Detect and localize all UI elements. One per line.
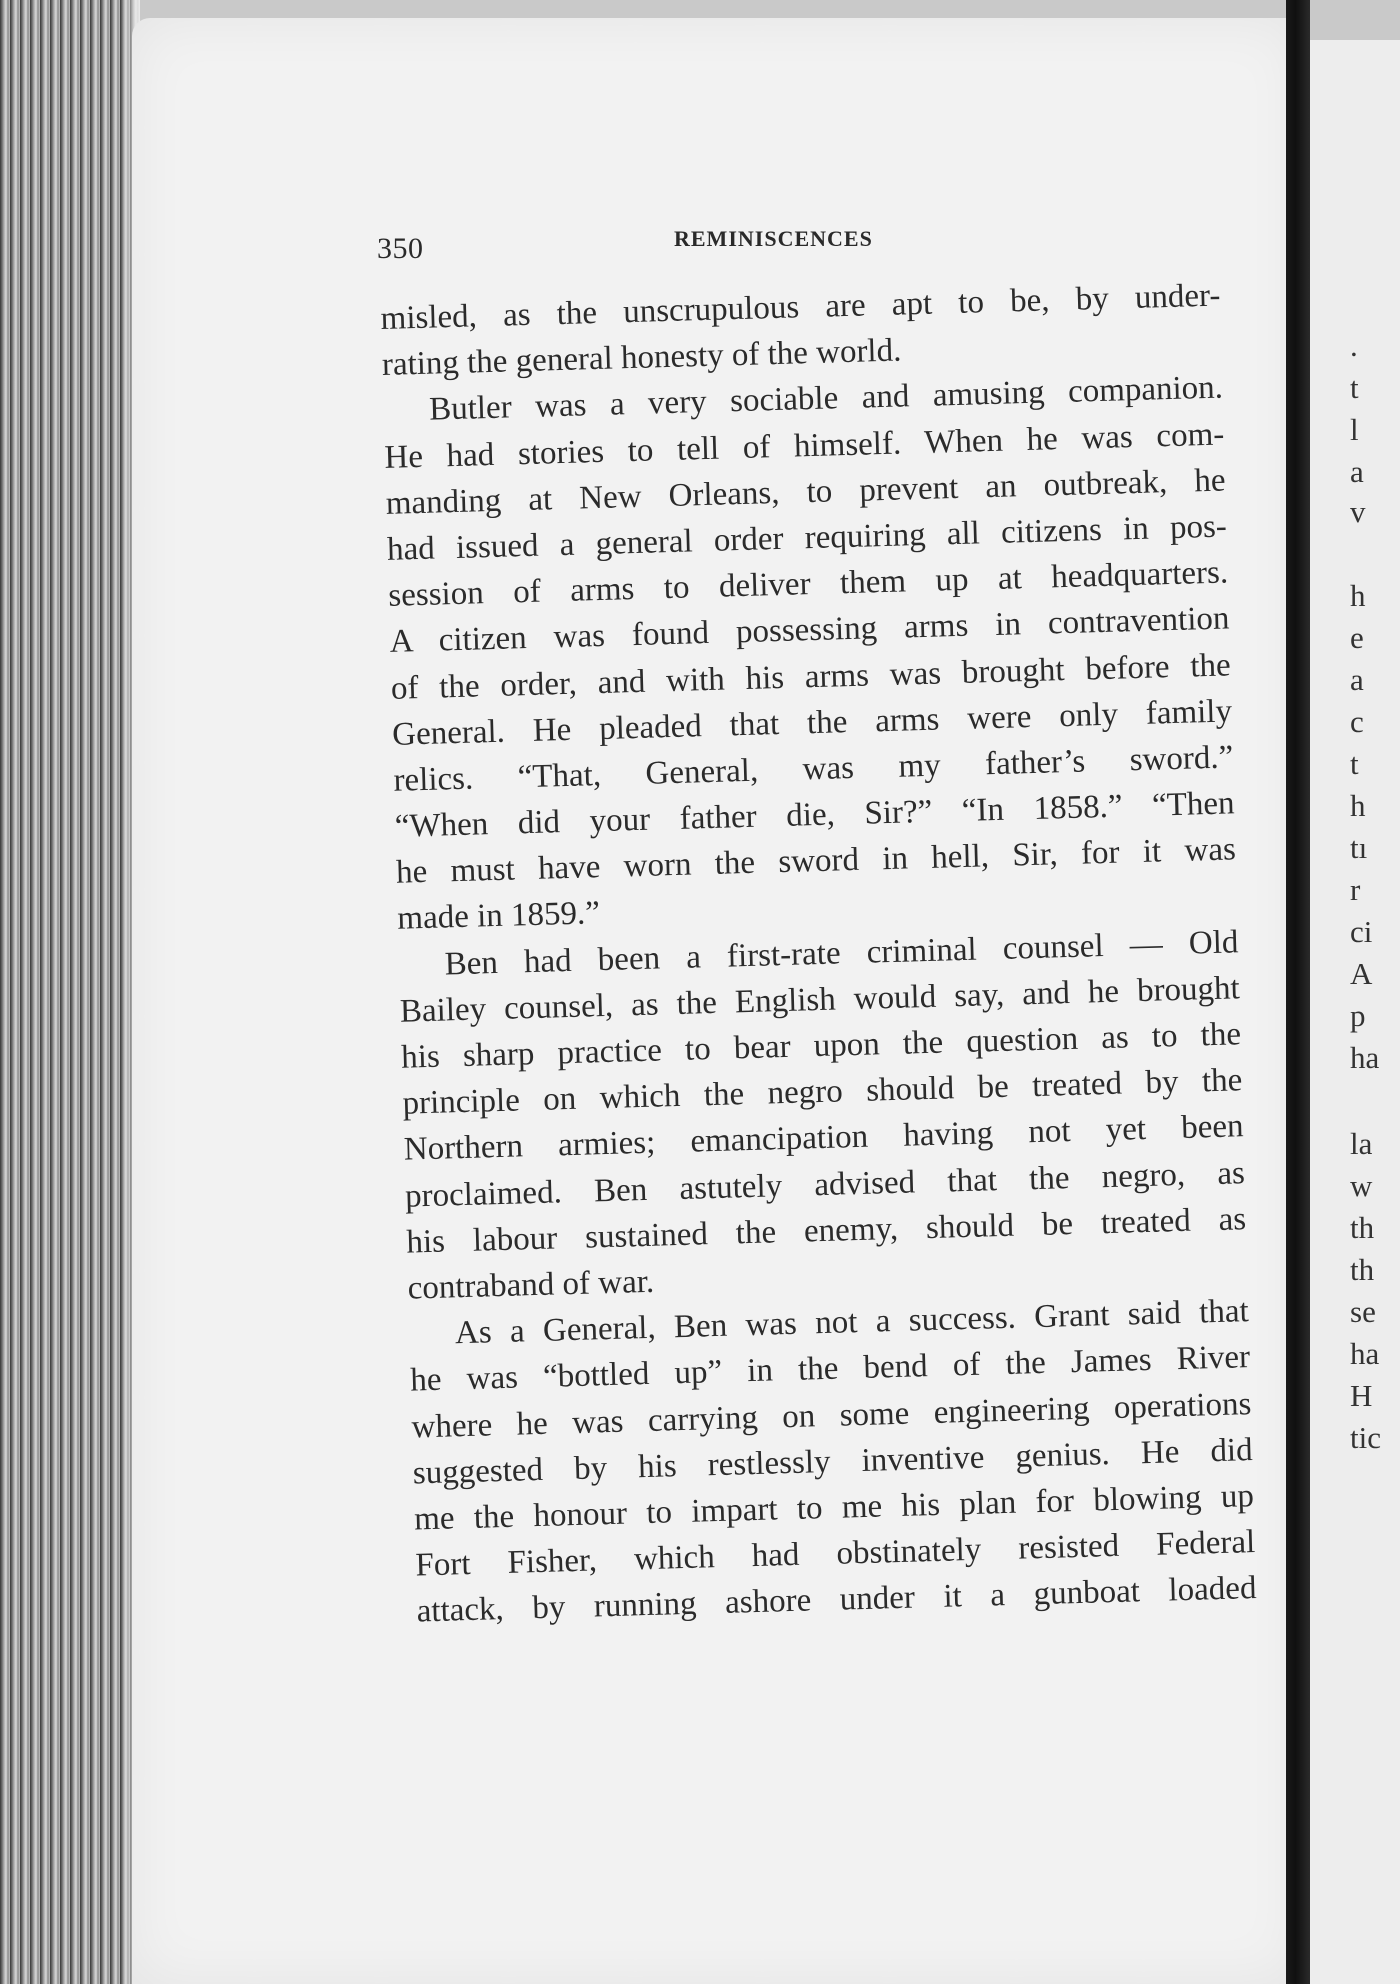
text-line: rating the general honesty of the world. <box>381 332 902 384</box>
text-line: manding at New Orleans, to prevent an outbreak, he <box>385 462 1226 522</box>
facing-page-text: tı <box>1350 830 1368 865</box>
facing-page-text: ha <box>1350 1040 1380 1075</box>
text-line: “When did your father die, Sir?” “In 1858.” “Then <box>394 785 1236 845</box>
text-line: his labour sustained the enemy, should be treated as <box>405 1200 1247 1261</box>
running-head: REMINISCENCES <box>674 226 873 251</box>
text-line: General. He pleaded that the arms were only family <box>391 693 1233 753</box>
body-text <box>380 273 1257 1635</box>
text-line: made in 1859.” <box>396 895 601 938</box>
text-line: me the honour to impart to me his plan for blowing up <box>413 1477 1255 1538</box>
facing-page-text: r <box>1350 872 1361 907</box>
gutter-shadow <box>1286 0 1310 1984</box>
text-line: relics. “That, General, was my father’s sword.” <box>393 739 1234 799</box>
text-line: proclaimed. Ben astutely advised that the negro, as <box>404 1154 1246 1215</box>
text-line: Fort Fisher, which had obstinately resisted Federal <box>414 1524 1256 1584</box>
text-line: contraband of war. <box>407 1263 655 1307</box>
text-line: Northern armies; emancipation having not yet been <box>403 1108 1245 1169</box>
facing-page-text: ha <box>1350 1336 1380 1371</box>
facing-page-text: se <box>1350 1294 1376 1329</box>
facing-page-text: c <box>1350 704 1364 739</box>
facing-page-fragment <box>1310 40 1400 1984</box>
facing-page-text: a <box>1350 454 1364 489</box>
facing-page-text: l <box>1350 412 1359 447</box>
text-line: attack, by running ashore under it a gunboat loaded <box>416 1570 1257 1630</box>
facing-page-text: e <box>1350 620 1364 655</box>
facing-page-text: A <box>1350 956 1373 991</box>
text-line: where he was carrying on some engineering operations <box>411 1385 1252 1446</box>
facing-page-text: th <box>1350 1252 1375 1287</box>
text-line: As a General, Ben was not a success. Grant said that <box>454 1293 1250 1352</box>
facing-page-text: tic <box>1350 1420 1381 1455</box>
facing-page-text: p <box>1350 998 1366 1033</box>
facing-page-text: H <box>1350 1378 1373 1413</box>
text-line: had issued a general order requiring all citizens in pos- <box>386 508 1228 568</box>
facing-page-text: la <box>1350 1126 1373 1161</box>
facing-page-text: . <box>1350 328 1358 363</box>
text-line: session of arms to deliver them up at headquarters. <box>387 554 1229 615</box>
facing-page-text: v <box>1350 494 1366 529</box>
facing-page-text: h <box>1350 578 1366 613</box>
facing-page-text: w <box>1350 1168 1373 1203</box>
text-line: he must have worn the sword in hell, Sir, for it was <box>395 831 1237 892</box>
text-line: suggested by his restlessly inventive genius. He did <box>412 1431 1254 1492</box>
text-line: he was “bottled up” in the bend of the James River <box>409 1339 1251 1399</box>
facing-page-text: t <box>1350 746 1359 781</box>
facing-page-text: h <box>1350 788 1366 823</box>
facing-page-text: ci <box>1350 914 1373 949</box>
page-edges <box>0 0 140 1984</box>
text-line: principle on which the negro should be treated by the <box>402 1062 1243 1122</box>
facing-page-text: th <box>1350 1210 1375 1245</box>
facing-page-text: t <box>1350 370 1359 405</box>
text-line: of the order, and with his arms was brought before the <box>390 646 1232 707</box>
text-line: misled, as the unscrupulous are apt to be, by under- <box>380 277 1221 337</box>
text-line: Ben had been a first-rate criminal counsel — Old <box>444 923 1239 983</box>
text-line: He had stories to tell of himself. When he was com- <box>384 416 1225 476</box>
page-number: 350 <box>377 232 424 265</box>
text-line: his sharp practice to bear upon the question as to the <box>400 1016 1242 1076</box>
text-line: Bailey counsel, as the English would say, and he brought <box>399 970 1241 1030</box>
text-line: A citizen was found possessing arms in contravention <box>389 600 1230 661</box>
text-line: Butler was a very sociable and amusing companion. <box>428 369 1224 429</box>
facing-page-text: a <box>1350 662 1364 697</box>
